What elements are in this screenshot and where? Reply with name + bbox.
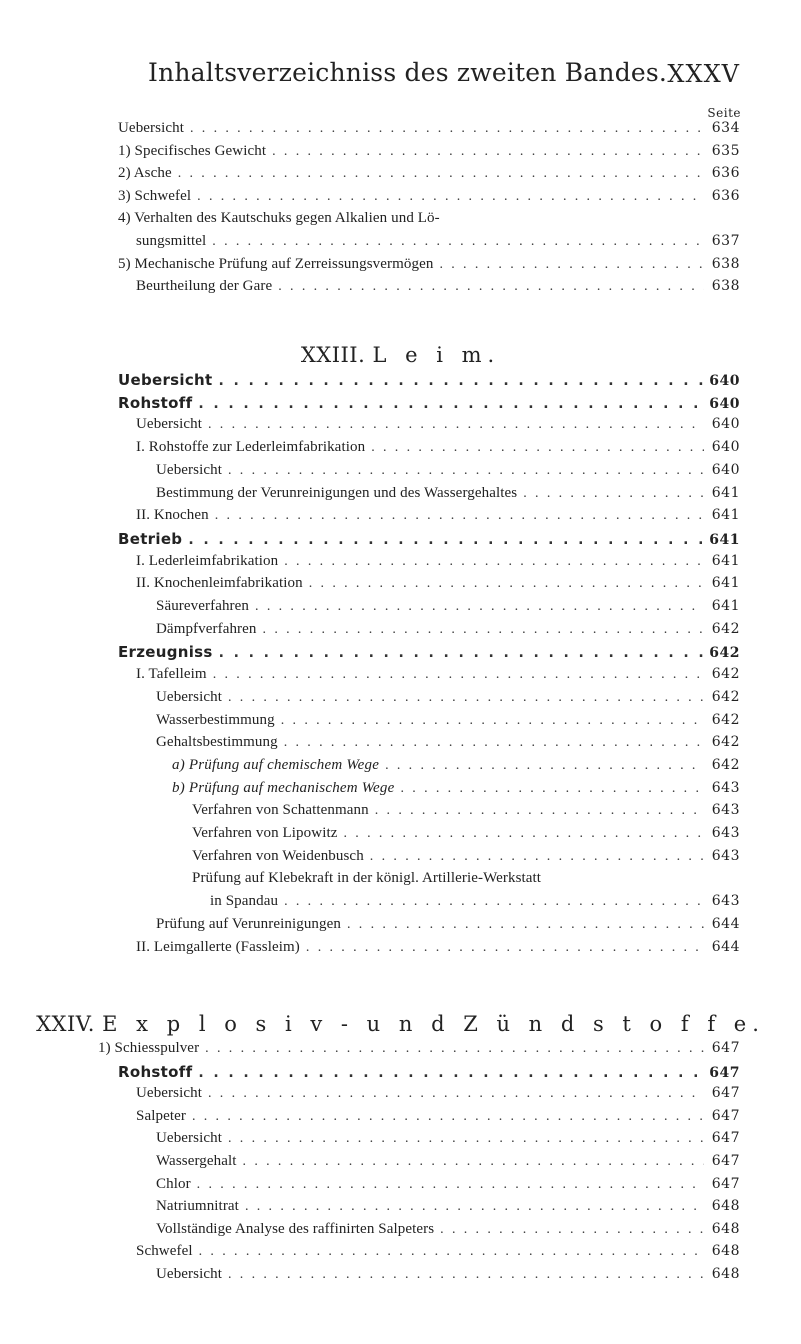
toc-entry-label: Uebersicht xyxy=(136,1085,202,1102)
toc-entry-page: 647 xyxy=(711,1153,740,1169)
toc-entry-label: II. Leimgallerte (Fassleim) xyxy=(136,938,300,955)
toc-entry-page: 641 xyxy=(709,531,740,548)
dot-leader xyxy=(341,917,704,933)
toc-entry-page: 641 xyxy=(711,484,740,501)
toc-entry xyxy=(136,575,740,599)
toc-entry xyxy=(98,1040,740,1064)
dot-leader xyxy=(237,1154,704,1170)
dot-leader xyxy=(213,645,704,661)
toc-entry-label: II. Knochen xyxy=(136,507,209,524)
toc-entry-label: Beurtheilung der Gare xyxy=(136,278,273,295)
dot-leader xyxy=(278,894,704,910)
toc-entry xyxy=(156,621,740,645)
toc-entry-page: 643 xyxy=(711,825,740,841)
dot-leader xyxy=(222,1131,704,1147)
toc-entry-label: I. Lederleimfabrikation xyxy=(136,552,279,569)
dot-leader xyxy=(202,1086,704,1102)
toc-entry xyxy=(156,1130,740,1154)
toc-entry xyxy=(118,188,740,212)
toc-entry-label: Uebersicht xyxy=(118,120,184,136)
toc-entry xyxy=(118,394,740,418)
section-number: XXIV. xyxy=(36,1012,95,1036)
toc-entry-page: 642 xyxy=(711,620,740,637)
page-header xyxy=(148,58,740,98)
toc-entry-label: Wassergehalt xyxy=(156,1153,237,1169)
toc-entry-page: 636 xyxy=(711,165,740,182)
dot-leader xyxy=(193,1244,704,1260)
toc-entry-page: 647 xyxy=(711,1175,740,1192)
toc-entry-page: 648 xyxy=(711,1266,740,1282)
toc-entry-page: 647 xyxy=(711,1107,740,1124)
toc-entry-page: 641 xyxy=(711,575,740,592)
dot-leader xyxy=(191,1177,704,1193)
toc-entry xyxy=(156,1153,740,1177)
toc-entry-page: 642 xyxy=(709,645,740,662)
toc-entry-label: 3) Schwefel xyxy=(118,187,192,204)
section-name: E x p l o s i v - u n d Z ü n d s t o f f e. xyxy=(102,1012,765,1036)
toc-entry xyxy=(192,825,740,849)
toc-entry-label: Verfahren von Weidenbusch xyxy=(192,847,364,864)
section-name: L e i m. xyxy=(372,343,501,367)
toc-entry-label: Uebersicht xyxy=(118,371,213,389)
toc-entry xyxy=(136,278,740,302)
toc-entry-label: I. Rohstoffe zur Lederleimfabrikation xyxy=(136,439,366,456)
toc-entry xyxy=(118,256,740,280)
toc-entry xyxy=(156,1176,740,1200)
toc-entry-label: Prüfung auf Klebekraft in der königl. Artillerie-Werkstatt xyxy=(192,870,542,887)
dot-leader xyxy=(379,758,704,774)
section-heading-explosiv xyxy=(0,1012,801,1036)
toc-entry xyxy=(136,1108,740,1132)
dot-leader xyxy=(206,234,704,250)
dot-leader xyxy=(517,486,704,502)
toc-entry-page: 648 xyxy=(711,1198,740,1215)
toc-entry-label: Chlor xyxy=(156,1175,191,1192)
dot-leader xyxy=(275,713,704,729)
toc-entry xyxy=(156,1198,740,1222)
toc-entry xyxy=(136,507,740,531)
toc-entry-label: a) Prüfung auf chemischem Wege xyxy=(172,756,380,773)
section-number: XXIII. xyxy=(300,343,366,367)
toc-entry-page: 643 xyxy=(711,893,740,910)
toc-entry xyxy=(156,598,740,622)
dot-leader xyxy=(369,803,704,819)
toc-entry-page: 635 xyxy=(711,142,740,159)
section-heading-leim xyxy=(0,343,801,367)
toc-entry-page: 643 xyxy=(711,779,740,796)
toc-entry-page: 648 xyxy=(711,1243,740,1260)
toc-entry-page: 642 xyxy=(711,688,740,705)
toc-entry-label: sungsmittel xyxy=(136,233,207,249)
toc-entry xyxy=(192,870,740,894)
dot-leader xyxy=(239,1199,704,1215)
toc-entry-page: 640 xyxy=(711,416,740,433)
dot-leader xyxy=(337,826,704,842)
toc-entry-label: Bestimmung der Verunreinigungen und des Wassergehaltes xyxy=(156,484,518,501)
toc-entry xyxy=(136,939,740,963)
toc-entry-page: 636 xyxy=(711,187,740,204)
toc-entry-label: Salpeter xyxy=(136,1107,186,1124)
toc-entry xyxy=(136,1243,740,1267)
toc-entry-label: Prüfung auf Verunreinigungen xyxy=(156,915,341,932)
toc-entry-page: 637 xyxy=(711,233,740,249)
dot-leader xyxy=(364,849,704,865)
toc-entry-page: 647 xyxy=(711,1040,740,1056)
toc-entry-page: 640 xyxy=(709,373,740,389)
toc-entry-page: 644 xyxy=(711,938,740,955)
dot-leader xyxy=(199,1041,704,1057)
toc-entry-page: 641 xyxy=(711,552,740,569)
toc-entry-label: Erzeugniss xyxy=(118,643,213,662)
toc-entry-label: Uebersicht xyxy=(136,416,202,433)
toc-entry-page: 641 xyxy=(711,598,740,614)
toc-entry-label: Uebersicht xyxy=(156,1266,222,1282)
toc-entry-page: 642 xyxy=(711,734,740,751)
toc-entry xyxy=(118,643,740,667)
toc-entry xyxy=(136,233,740,257)
toc-entry-page: 642 xyxy=(711,711,740,728)
toc-entry-label: II. Knochenleimfabrikation xyxy=(136,575,303,592)
toc-entry-label: Uebersicht xyxy=(156,688,222,705)
toc-entry xyxy=(156,712,740,736)
dot-leader xyxy=(365,440,704,456)
toc-entry-page: 640 xyxy=(711,439,740,456)
toc-entry xyxy=(118,143,740,167)
toc-entry xyxy=(156,916,740,940)
toc-entry-label: Säureverfahren xyxy=(156,598,250,614)
toc-entry xyxy=(156,1221,740,1245)
toc-entry xyxy=(136,1085,740,1109)
dot-leader xyxy=(172,166,704,182)
dot-leader xyxy=(222,1267,704,1283)
toc-entry-page: 642 xyxy=(711,756,740,773)
toc-entry xyxy=(118,120,740,144)
toc-entry-label: 1) Schiesspulver xyxy=(98,1040,200,1056)
toc-entry-page: 638 xyxy=(711,255,740,272)
running-title: Inhaltsverzeichniss des zweiten Bandes. xyxy=(148,58,668,87)
dot-leader xyxy=(394,781,704,797)
toc-entry-label: Natriumnitrat xyxy=(156,1198,239,1215)
toc-entry xyxy=(156,1266,740,1290)
toc-entry xyxy=(210,893,740,917)
toc-entry-label: Betrieb xyxy=(118,529,183,548)
toc-entry-page: 641 xyxy=(711,507,740,524)
dot-leader xyxy=(222,690,704,706)
toc-entry-page: 647 xyxy=(709,1064,740,1081)
toc-entry-page: 640 xyxy=(711,461,740,478)
dot-leader xyxy=(222,463,704,479)
toc-entry xyxy=(136,416,740,440)
toc-entry xyxy=(192,848,740,872)
dot-leader xyxy=(184,121,704,137)
dot-leader xyxy=(278,554,704,570)
dot-leader xyxy=(433,257,704,273)
toc-entry-label: b) Prüfung auf mechanischem Wege xyxy=(172,779,395,796)
dot-leader xyxy=(303,576,704,592)
toc-entry-label: in Spandau xyxy=(210,893,279,910)
toc-entry-page: 634 xyxy=(711,120,740,136)
toc-entry-page: 643 xyxy=(711,802,740,819)
toc-entry-page: 642 xyxy=(711,666,740,683)
toc-entry-page: 647 xyxy=(711,1085,740,1102)
dot-leader xyxy=(266,144,704,160)
dot-leader xyxy=(278,735,704,751)
dot-leader xyxy=(434,1222,704,1238)
toc-entry-label: I. Tafelleim xyxy=(136,666,207,683)
dot-leader xyxy=(257,622,704,638)
toc-entry-label: Schwefel xyxy=(136,1243,193,1260)
toc-entry xyxy=(156,734,740,758)
dot-leader xyxy=(272,279,704,295)
dot-leader xyxy=(212,373,704,389)
toc-entry xyxy=(156,462,740,486)
toc-entry-label: Verfahren von Lipowitz xyxy=(192,825,338,841)
toc-entry xyxy=(118,165,740,189)
dot-leader xyxy=(249,599,704,615)
dot-leader xyxy=(207,667,704,683)
seite-label: Seite xyxy=(707,106,741,120)
toc-entry-label: Wasserbestimmung xyxy=(156,711,275,728)
dot-leader xyxy=(209,508,704,524)
toc-entry-page: 647 xyxy=(711,1130,740,1147)
dot-leader xyxy=(192,1065,704,1081)
toc-entry-page: 640 xyxy=(709,395,740,412)
toc-entry xyxy=(118,371,740,395)
dot-leader xyxy=(192,396,704,412)
toc-entry-page: 643 xyxy=(711,847,740,864)
toc-entry-page: 648 xyxy=(711,1220,740,1237)
toc-entry-label: Uebersicht xyxy=(156,461,222,478)
toc-entry xyxy=(136,666,740,690)
dot-leader xyxy=(182,532,704,548)
toc-entry xyxy=(118,1063,740,1087)
toc-entry xyxy=(118,530,740,554)
toc-entry xyxy=(118,210,740,234)
toc-entry-label: Gehaltsbestimmung xyxy=(156,734,278,751)
toc-entry-label: Uebersicht xyxy=(156,1130,222,1147)
toc-entry xyxy=(172,757,740,781)
toc-entry xyxy=(156,689,740,713)
toc-entry-page: 644 xyxy=(711,915,740,932)
toc-entry-label: 4) Verhalten des Kautschuks gegen Alkalien und Lö- xyxy=(118,210,440,227)
toc-entry xyxy=(156,485,740,509)
toc-entry xyxy=(192,802,740,826)
toc-entry-label: Dämpfverfahren xyxy=(156,620,257,637)
toc-entry-label: 1) Specifisches Gewicht xyxy=(118,142,267,159)
toc-entry xyxy=(136,553,740,577)
toc-entry-label: Rohstoff xyxy=(118,1062,193,1081)
dot-leader xyxy=(191,189,704,205)
toc-entry-label: Vollständige Analyse des raffinirten Salpeters xyxy=(156,1220,435,1237)
toc-entry xyxy=(136,439,740,463)
toc-entry-label: Verfahren von Schattenmann xyxy=(192,802,369,819)
toc-entry-page: 638 xyxy=(711,278,740,295)
toc-entry xyxy=(172,780,740,804)
toc-entry-label: 2) Asche xyxy=(118,165,172,182)
dot-leader xyxy=(300,940,704,956)
dot-leader xyxy=(202,417,704,433)
toc-entry-label: Rohstoff xyxy=(118,393,193,412)
page-number-roman: XXXV xyxy=(667,60,740,88)
dot-leader xyxy=(186,1109,704,1125)
toc-entry-label: 5) Mechanische Prüfung auf Zerreissungsvermögen xyxy=(118,255,434,272)
